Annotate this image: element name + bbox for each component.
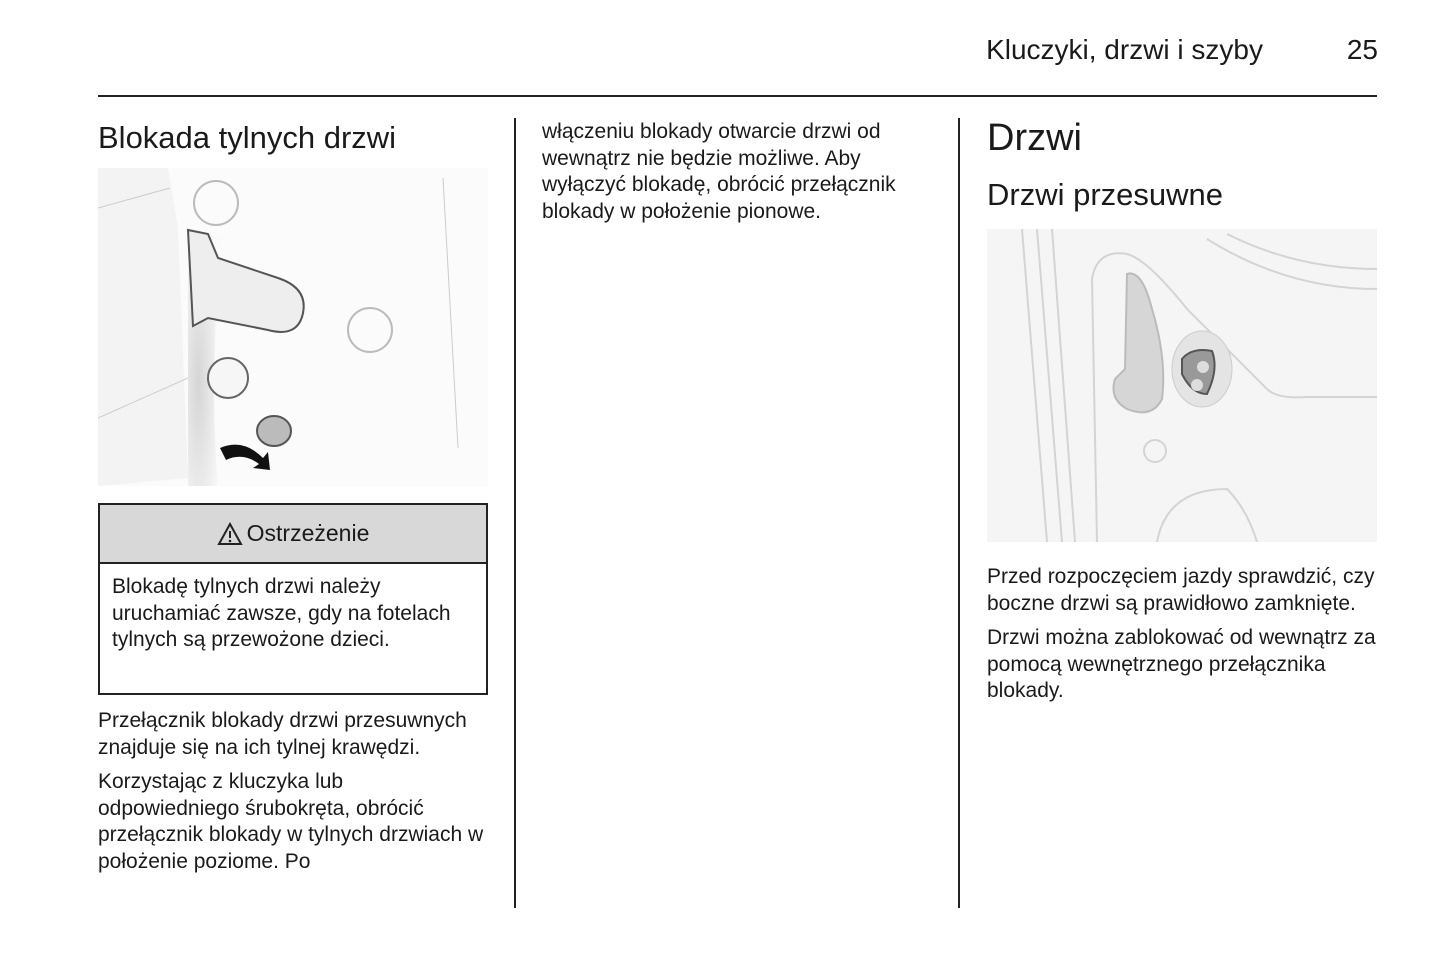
column-divider <box>958 118 960 908</box>
column-divider <box>514 118 516 908</box>
paragraph: włączeniu blokady otwarcie drzwi od wewnątrz nie będzie możliwe. Aby wyłączyć blokadę, obrócić przełącznik blokady w położenie pionowe. <box>542 120 896 223</box>
rear-door-lock-illustration <box>98 168 488 486</box>
page-number: 25 <box>1346 34 1378 65</box>
paragraph: Korzystając z kluczyka lub odpowiedniego śrubokręta, obrócić przełącznik blokady w tylnych drzwiach w położenie poziome. Po <box>98 770 484 873</box>
section-heading: Blokada tylnych drzwi <box>98 120 397 155</box>
paragraph: Przed rozpoczęciem jazdy sprawdzić, czy boczne drzwi są prawidłowo zamknięte. <box>987 565 1375 615</box>
warning-box <box>98 503 488 695</box>
paragraph: Przełącznik blokady drzwi przesuwnych znajduje się na ich tylnej krawędzi. <box>98 709 467 759</box>
warning-title: Ostrzeżenie <box>246 520 370 546</box>
section-title: Kluczyki, drzwi i szyby <box>986 34 1263 65</box>
sliding-door-lock-illustration <box>987 229 1377 542</box>
warning-triangle-icon <box>217 522 243 546</box>
subsection-heading: Drzwi przesuwne <box>987 177 1224 212</box>
warning-header <box>100 505 486 564</box>
paragraph: Drzwi można zablokować od wewnątrz za pomocą wewnętrznego przełącznika blokady. <box>987 626 1376 702</box>
warning-text: Blokadę tylnych drzwi należy uruchamiać zawsze, gdy na fotelach tylnych są przewożone dzieci. <box>112 575 451 651</box>
header-rule <box>98 95 1377 97</box>
chapter-heading: Drzwi <box>987 117 1082 159</box>
